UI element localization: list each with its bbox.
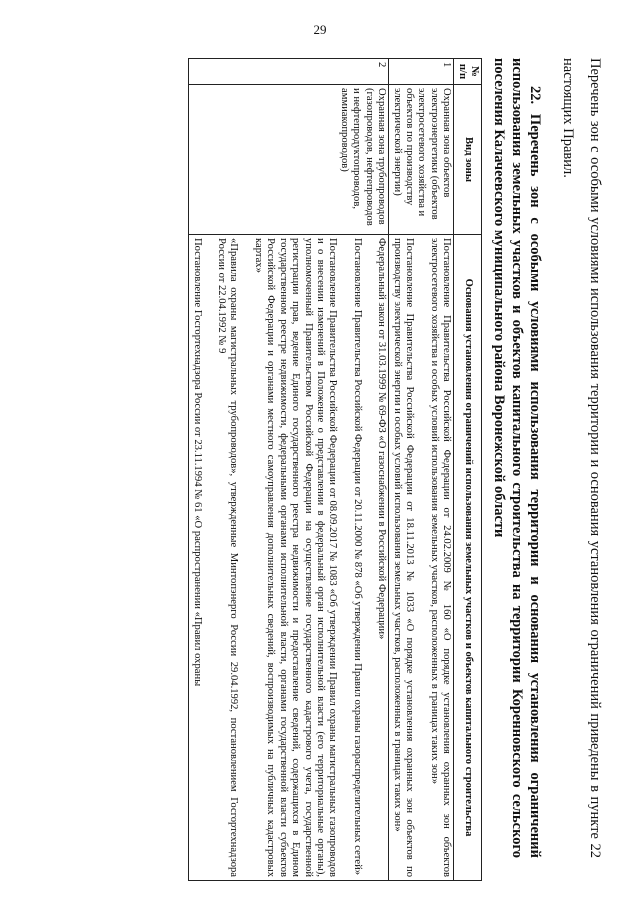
table-row <box>189 59 389 881</box>
basis-item: «Правила охраны магистральных трубопроводов», утвержденные Минтопэнерго России 29.04.1992, постановлением Госгортехнадзора России от 22.04.1992 № 9 <box>216 238 240 877</box>
basis-item: Постановление Правительства Российской Федерации от 18.11.2013 № 1033 «О порядке установления охранных зон объектов по производству электрической энергии и особых условий использования земельных участков, расположенных в границах таких зон» <box>391 238 416 877</box>
row-zone: Охранная зона объектов электроэнергетики (объектов электросетевого хозяйства и объектов по производству электрической энергии) <box>389 85 454 235</box>
row-zone: Охранная зона трубопроводов (газопроводов, нефтепроводов и нефтепродуктопроводов, аммиакопроводов) <box>189 85 389 235</box>
page-number: 29 <box>313 22 327 37</box>
rotated-page-content <box>52 58 608 888</box>
header-basis: Основания установления ограничений использования земельных участков и объектов капитального строительства <box>454 235 482 881</box>
basis-item: Постановление Правительства Российской Федерации от 08.09.2017 № 1083 «Об утверждении Правил охраны магистральных газопроводов и о внесении изменений в Положение о представлении в федеральный орган исполнительной власти (его территориальные органы), уполномоченный Правительством Российской Федерации на осуществление государственного кадастрового учета, государственной регистрации прав, ведение Единого государственного реестра недвижимости и предоставление сведений, содержащихся в Едином государственном реестре недвижимости, федеральными органами исполнительной власти, органами государственной власти субъектов Российской Федерации и органами местного самоуправления дополнительных сведений, воспроизводимых на публичных кадастровых картах» <box>252 238 339 877</box>
header-zone: Вид зоны <box>454 85 482 235</box>
zones-table <box>188 58 482 881</box>
section-heading: 22. Перечень зон с особыми условиями использования территории и основания установления ограничений использования земельных участков и объектов капитального строительства на территории Кореннoвского сельского поселения Калачеевского муниципального района Воронежской области <box>491 58 543 858</box>
header-num: № п/п <box>454 59 482 85</box>
row-basis <box>189 235 389 881</box>
basis-item: Постановление Госгортехнадзора России от 23.11.1994 № 61 «О распространении «Правил охраны <box>191 238 203 687</box>
row-num: 2 <box>189 59 389 85</box>
table-header-row <box>454 59 482 881</box>
basis-item: Федеральный закон от 31.03.1999 № 69-ФЗ «О газоснабжении в Российской Федерации» <box>376 238 388 640</box>
basis-item: Постановление Правительства Российской Федерации от 24.02.2009 № 160 «О порядке установления охранных зон объектов электросетевого хозяйства и особых условий использования земельных участков, расположенных в границах таких зон» <box>428 238 453 877</box>
basis-item: Постановление Правительства Российской Федерации от 20.11.2000 № 878 «Об утверждении Правил охраны газораспределительных сетей» <box>351 238 363 876</box>
intro-paragraph: Перечень зон с особыми условиями использования территории и основания установления ограничений приведены в пункте 22 настоящих Правил. <box>560 58 603 858</box>
row-num: 1 <box>389 59 454 85</box>
row-basis <box>389 235 454 881</box>
table-row <box>389 59 454 881</box>
